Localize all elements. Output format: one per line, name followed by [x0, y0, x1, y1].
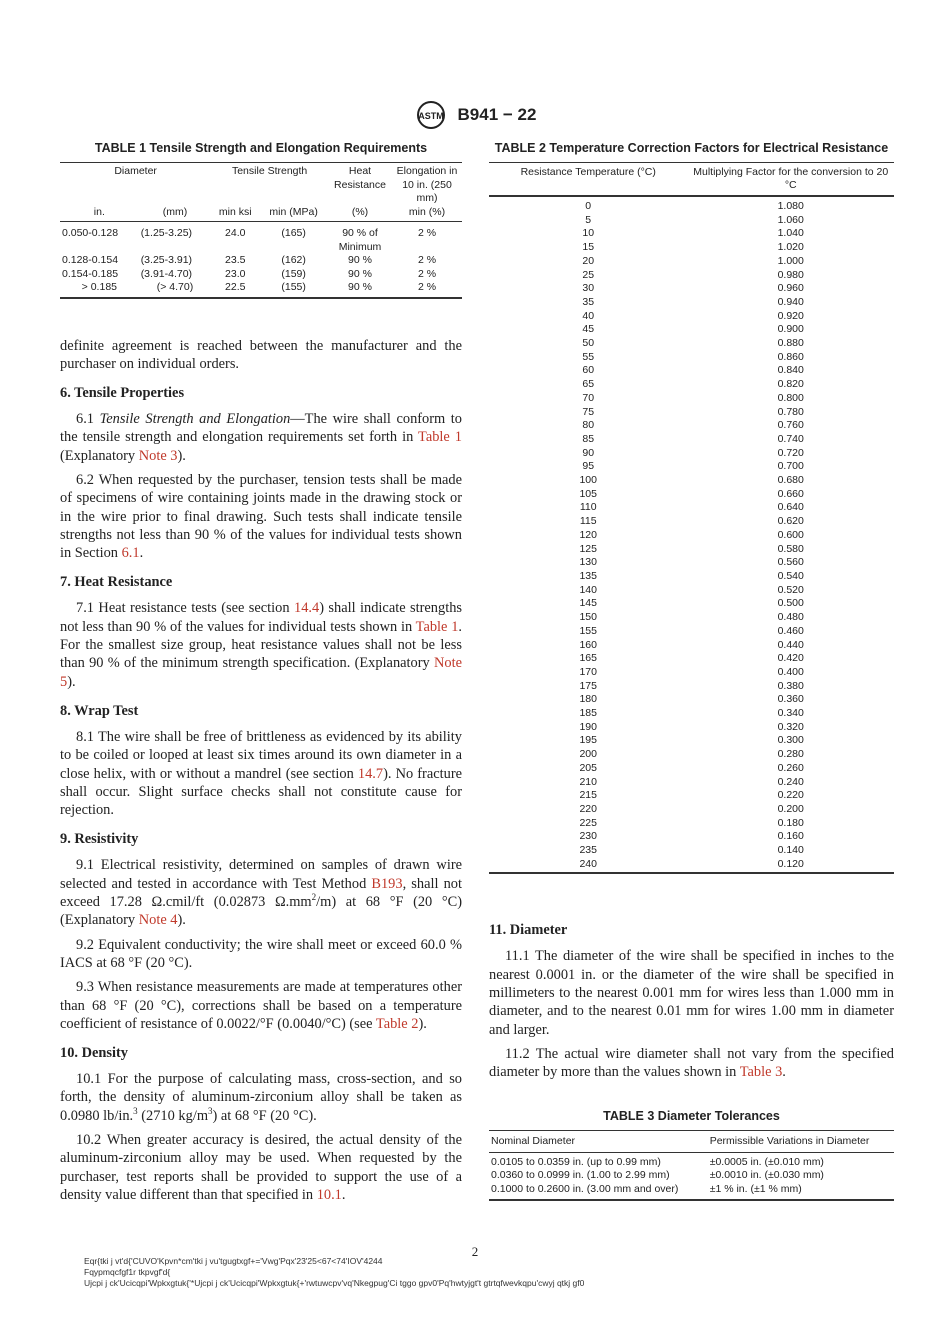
- cell-factor: 0.920: [777, 309, 804, 322]
- table-row: [489, 570, 894, 584]
- table-row: [489, 282, 894, 296]
- cell-temperature: 90: [582, 446, 595, 459]
- cell-elong: 2 %: [417, 227, 437, 239]
- cell-temperature: 135: [579, 569, 597, 582]
- cell-factor: 0.960: [777, 282, 804, 295]
- section-heading-7: 7. Heat Resistance: [60, 574, 173, 591]
- cell-temperature: 205: [579, 761, 597, 774]
- cell-factor: 0.480: [777, 611, 804, 624]
- paragraph-8-1: 8.1 The wire shall be free of brittleness as evidenced by its ability to be coiled or looped at least six times around its own diameter in a close helix, with or without a mandrel (see section 14.7). No fracture shall occur. Slight surface checks shall not constitute cause for rejection.: [60, 728, 462, 819]
- table-row: [489, 337, 894, 351]
- footer-line: Eqr{tki j vt'd{'CUVO'Kpvn*cm'tki j vu'tgugtxgf+='Vwg'Pqx'23'25<67<74'IOV'4244: [84, 1256, 383, 1266]
- cell-temperature: 115: [579, 515, 597, 528]
- table-row: [489, 666, 894, 680]
- table1-subheader-pct: (%): [328, 206, 392, 222]
- cell-temperature: 70: [582, 391, 595, 404]
- table1-subheader-minpct: min (%): [392, 206, 462, 222]
- license-footer: [84, 1256, 584, 1289]
- cell-variation: ±0.0010 in. (±0.030 mm): [709, 1169, 824, 1182]
- section-heading-8: 8. Wrap Test: [60, 702, 139, 719]
- table-row: [489, 625, 894, 639]
- table-row: [489, 817, 894, 831]
- cell-temperature: 50: [582, 337, 595, 350]
- cell-temperature: 235: [579, 844, 597, 857]
- table-row: [489, 597, 894, 611]
- footer-line: Fqypmqcfgf1r tkpvgf'd{: [84, 1267, 171, 1277]
- cell-temperature: 125: [579, 542, 597, 555]
- cell-temperature: 185: [579, 707, 597, 720]
- table-row: [489, 1152, 894, 1169]
- cell-temperature: 130: [579, 556, 597, 569]
- cell-variation: ±0.0005 in. (±0.010 mm): [709, 1155, 824, 1168]
- cell-factor: 0.320: [777, 720, 804, 733]
- table-row: [489, 269, 894, 283]
- cell-ksi: 23.0: [225, 267, 246, 280]
- cell-factor: 1.020: [777, 241, 804, 254]
- cell-temperature: 180: [579, 693, 597, 706]
- table3-title: TABLE 3 Diameter Tolerances: [603, 1108, 780, 1123]
- page-header: [0, 100, 950, 130]
- cell-mm: (3.91-4.70): [140, 267, 193, 280]
- table-row: [489, 652, 894, 666]
- cell-heat: 90 %: [328, 281, 392, 298]
- cell-factor: 0.500: [777, 597, 804, 610]
- cell-factor: 0.360: [777, 693, 804, 706]
- svg-text:ASTM: ASTM: [417, 111, 444, 121]
- left-column: [60, 140, 462, 1210]
- cell-factor: 1.040: [777, 227, 804, 240]
- cell-in: 0.154-0.185: [62, 267, 119, 280]
- cell-factor: 0.900: [777, 323, 804, 336]
- table-row: [489, 639, 894, 653]
- cell-temperature: 165: [579, 652, 597, 665]
- cell-temperature: 110: [579, 501, 597, 514]
- table2: [489, 162, 894, 874]
- cell-temperature: 80: [582, 419, 595, 432]
- cell-temperature: 200: [579, 748, 597, 761]
- table-row: [489, 378, 894, 392]
- cell-temperature: 140: [579, 583, 597, 596]
- table-row: [489, 351, 894, 365]
- cell-temperature: 230: [579, 830, 597, 843]
- link-note-4[interactable]: Note 4: [138, 912, 178, 929]
- table2-title: TABLE 2 Temperature Correction Factors for Electrical Resistance: [494, 141, 889, 155]
- table-row: [489, 707, 894, 721]
- link-note-3[interactable]: Note 3: [138, 447, 178, 464]
- cell-ksi: 24.0: [225, 227, 246, 239]
- cell-factor: 0.700: [777, 460, 804, 473]
- cell-in: 0.128-0.154: [62, 254, 119, 266]
- link-table-1[interactable]: Table 1: [415, 618, 459, 635]
- cell-factor: 0.580: [777, 542, 804, 555]
- table1-subheader-ksi: min ksi: [211, 206, 259, 222]
- table2-header-temperature: Resistance Temperature (°C): [489, 163, 687, 197]
- cell-factor: 0.720: [777, 446, 804, 459]
- table-row: [489, 474, 894, 488]
- table3-header-nominal: Nominal Diameter: [489, 1130, 708, 1152]
- cell-factor: 0.840: [777, 364, 804, 377]
- table-row: [489, 310, 894, 324]
- table-row: [489, 1183, 894, 1201]
- table-row: [60, 268, 462, 282]
- cell-factor: 0.520: [777, 583, 804, 596]
- cell-heat: 90 % of Minimum: [338, 227, 382, 253]
- cell-temperature: 155: [579, 624, 597, 637]
- cell-in: > 0.185: [60, 281, 139, 298]
- table-row: [489, 734, 894, 748]
- table-row: [489, 214, 894, 228]
- cell-nominal: 0.1000 to 0.2600 in. (3.00 mm and over): [489, 1183, 708, 1201]
- link-table-2[interactable]: Table 2: [375, 1015, 419, 1032]
- cell-factor: 1.000: [777, 254, 804, 267]
- table-row: [489, 241, 894, 255]
- table-row: [489, 584, 894, 598]
- table-row: [489, 529, 894, 543]
- table-row: [489, 776, 894, 790]
- paragraph-10-2: 10.2 When greater accuracy is desired, the actual density of the aluminum-zirconium alloy may be used. When requested by the purchaser, test reports shall be provided to support the use of a density value different than that specified in 10.1.: [60, 1132, 462, 1203]
- table1: [60, 162, 462, 299]
- table-row: [489, 296, 894, 310]
- table1-subheader-mm: (mm): [139, 206, 212, 222]
- cell-factor: 0.620: [777, 515, 804, 528]
- cell-temperature: 35: [582, 295, 595, 308]
- cell-factor: 0.440: [777, 638, 804, 651]
- cell-mpa: (162): [281, 254, 306, 266]
- cell-factor: 0.820: [777, 378, 804, 391]
- table-row: [489, 255, 894, 269]
- cell-factor: 0.220: [777, 789, 804, 802]
- link-note-5[interactable]: Note 5: [60, 655, 462, 690]
- cell-temperature: 25: [582, 268, 595, 281]
- paragraph-7-1: 7.1 Heat resistance tests (see section 14.4) shall indicate strengths not less than 90 % of the values for individual tests shown in Table 1. For the smallest size group, heat resistance values shall not be less than 90 % of the minimum strength specification. (Explanatory Note 5).: [60, 600, 462, 690]
- table-row: [489, 323, 894, 337]
- cell-factor: 0.660: [777, 487, 804, 500]
- link-table-1[interactable]: Table 1: [418, 429, 462, 446]
- cell-factor: 1.080: [777, 200, 804, 212]
- paragraph-9-2: 9.2 Equivalent conductivity; the wire shall meet or exceed 60.0 % IACS at 68 °F (20 °C).: [60, 936, 462, 971]
- cell-factor: 0.420: [777, 652, 804, 665]
- cell-temperature: 45: [582, 323, 595, 336]
- cell-mm: (> 4.70): [139, 281, 212, 298]
- cell-factor: 0.460: [777, 624, 804, 637]
- cell-factor: 0.340: [777, 707, 804, 720]
- link-section-6-1[interactable]: 6.1: [121, 545, 140, 562]
- cell-factor: 0.940: [777, 295, 804, 308]
- cell-factor: 0.680: [777, 474, 804, 487]
- cell-temperature: 0: [585, 200, 592, 212]
- table1-header-diameter: Diameter: [60, 163, 211, 206]
- cell-factor: 0.760: [777, 419, 804, 432]
- cell-factor: 0.540: [777, 569, 804, 582]
- cell-factor: 0.160: [777, 830, 804, 843]
- cell-temperature: 145: [579, 597, 597, 610]
- paragraph-6-2: 6.2 When requested by the purchaser, tension tests shall be made of specimens of wire containing joints made in the drawing stock or in the wire prior to final drawing. Such tests shall indicate tensile strengths not less than 90 % of the values for individual tests shown in Section 6.1.: [60, 471, 462, 562]
- cell-temperature: 105: [579, 487, 597, 500]
- cell-factor: 0.400: [777, 665, 804, 678]
- section-heading-10: 10. Density: [60, 1045, 128, 1062]
- cell-temperature: 60: [582, 364, 595, 377]
- link-b193[interactable]: B193: [371, 875, 403, 892]
- cell-temperature: 195: [579, 734, 597, 747]
- table-row: [489, 196, 894, 214]
- table3: [489, 1130, 894, 1202]
- cell-temperature: 100: [579, 474, 597, 487]
- table1-subheader-in: in.: [60, 206, 139, 222]
- cell-temperature: 85: [582, 432, 595, 445]
- cell-elong: 2 %: [417, 254, 437, 266]
- cell-elong: 2 %: [392, 281, 462, 298]
- cell-factor: 0.860: [777, 350, 804, 363]
- table2-header-factor: Multiplying Factor for the conversion to 20 °C: [687, 163, 894, 197]
- cell-factor: 0.280: [777, 748, 804, 761]
- table-row: [489, 748, 894, 762]
- paragraph-6-1: 6.1 Tensile Strength and Elongation—The wire shall conform to the tensile strength and elongation requirements set forth in Table 1 (Explanatory Note 3).: [60, 411, 462, 464]
- table1-header-elongation: Elongation in 10 in. (250 mm): [392, 163, 462, 206]
- cell-temperature: 120: [579, 528, 597, 541]
- cell-factor: 0.980: [777, 268, 804, 281]
- right-column: [489, 140, 894, 1201]
- paragraph-9-3: 9.3 When resistance measurements are made at temperatures other than 68 °F (20 °C), corrections shall be based on a temperature coefficient of resistance of 0.0022/°F (0.0040/°C) (see Table 2).: [60, 979, 462, 1032]
- cell-heat: 90 %: [348, 267, 372, 280]
- table-row: [489, 488, 894, 502]
- cell-temperature: 95: [582, 460, 595, 473]
- table-row: [489, 447, 894, 461]
- table-row: [60, 254, 462, 268]
- table1-header-tensile: Tensile Strength: [211, 163, 328, 206]
- section-heading-11: 11. Diameter: [489, 922, 568, 939]
- table-row: [489, 433, 894, 447]
- cell-temperature: 240: [489, 858, 687, 874]
- link-table-3[interactable]: Table 3: [739, 1064, 783, 1081]
- cell-factor: 0.200: [777, 802, 804, 815]
- cell-temperature: 190: [579, 720, 597, 733]
- section-heading-9: 9. Resistivity: [60, 831, 139, 848]
- cell-temperature: 65: [582, 378, 595, 391]
- cell-factor: 0.800: [777, 391, 804, 404]
- link-section-14-7[interactable]: 14.7: [357, 765, 384, 782]
- table-row: [489, 419, 894, 433]
- table3-header-variation: Permissible Variations in Diameter: [708, 1130, 894, 1152]
- table-row: [489, 364, 894, 378]
- cell-factor: 0.640: [777, 501, 804, 514]
- cell-ksi: 22.5: [211, 281, 259, 298]
- paragraph-continuation: definite agreement is reached between the manufacturer and the purchaser on individual orders.: [60, 337, 462, 372]
- cell-factor: 0.780: [777, 405, 804, 418]
- cell-temperature: 15: [582, 241, 595, 254]
- paragraph-11-2: 11.2 The actual wire diameter shall not vary from the specified diameter by more than the values shown in Table 3.: [489, 1045, 894, 1081]
- cell-factor: 0.240: [777, 775, 804, 788]
- table-row: [489, 721, 894, 735]
- cell-mpa: (155): [259, 281, 328, 298]
- paragraph-9-1: 9.1 Electrical resistivity, determined on samples of drawn wire selected and tested in accordance with Test Method B193, shall not exceed 17.28 Ω.cmil/ft (0.02873 $\Omega.mm^2/m$) at 68 °F (20 °C) (Explanatory Note 4).: [60, 857, 463, 929]
- cell-variation: ±1 % in. (±1 % mm): [708, 1183, 894, 1201]
- cell-temperature: 225: [579, 816, 597, 829]
- page-number: 2: [471, 1244, 479, 1259]
- cell-nominal: 0.0105 to 0.0359 in. (up to 0.99 mm): [491, 1155, 661, 1168]
- table-row: [489, 680, 894, 694]
- cell-nominal: 0.0360 to 0.0999 in. (1.00 to 2.99 mm): [491, 1169, 670, 1182]
- cell-temperature: 30: [582, 282, 595, 295]
- table-row: [489, 1169, 894, 1183]
- cell-factor: 0.880: [777, 337, 804, 350]
- table-row: [60, 222, 462, 255]
- cell-temperature: 150: [579, 611, 597, 624]
- cell-temperature: 40: [582, 309, 595, 322]
- table-row: [489, 406, 894, 420]
- cell-factor: 0.180: [777, 816, 804, 829]
- table-row: [60, 281, 462, 298]
- table-row: [489, 789, 894, 803]
- cell-in: 0.050-0.128: [62, 227, 119, 239]
- table-row: [489, 392, 894, 406]
- cell-temperature: 160: [579, 638, 597, 651]
- table-row: [489, 844, 894, 858]
- table-row: [489, 693, 894, 707]
- table-row: [489, 460, 894, 474]
- link-section-14-4[interactable]: 14.4: [294, 600, 320, 617]
- table1-title: TABLE 1 Tensile Strength and Elongation Requirements: [94, 141, 428, 155]
- cell-temperature: 5: [585, 213, 592, 226]
- cell-factor: 0.120: [687, 858, 894, 874]
- table-row: [489, 556, 894, 570]
- cell-factor: 0.140: [777, 844, 804, 857]
- table2-body: [489, 196, 894, 873]
- cell-mm: (3.25-3.91): [140, 254, 193, 266]
- section-heading-6: 6. Tensile Properties: [60, 385, 185, 402]
- table-row: [489, 501, 894, 515]
- cell-temperature: 55: [582, 350, 595, 363]
- cell-elong: 2 %: [417, 267, 437, 280]
- cell-heat: 90 %: [348, 254, 372, 266]
- cell-temperature: 215: [579, 789, 597, 802]
- cell-factor: 0.600: [777, 528, 804, 541]
- footer-line: Ujcpi j ck'Ucicqpi'Wpkxgtuk{'*Ujcpi j ck'Ucicqpi'Wpkxgtuk{+'rwtuwcpv'vq'Nkegpug'Ci tggo gpv0'Pq'hwtyjgt't gtrtqfwevkqpu'cwyj qtkj gf0: [84, 1278, 585, 1288]
- cell-temperature: 220: [579, 802, 597, 815]
- table-row: [489, 803, 894, 817]
- cell-temperature: 170: [579, 665, 597, 678]
- table-row: [489, 830, 894, 844]
- cell-ksi: 23.5: [225, 254, 246, 266]
- cell-factor: 0.740: [777, 432, 804, 445]
- table-row: [489, 611, 894, 625]
- cell-factor: 0.560: [777, 556, 804, 569]
- link-section-10-1[interactable]: 10.1: [316, 1186, 342, 1203]
- table-row: [489, 515, 894, 529]
- cell-mpa: (165): [281, 227, 306, 239]
- paragraph-10-1: 10.1 For the purpose of calculating mass, cross-section, and so forth, the density of aluminum-zirconium alloy shall be taken as 0.0980 lb/in.$^3$ (2710 $kg/m^3$) at 68 °F (20 °C).: [60, 1071, 462, 1124]
- cell-temperature: 210: [579, 775, 597, 788]
- table1-header-heat: Heat Resistance: [328, 163, 392, 206]
- cell-mm: (1.25-3.25): [140, 227, 193, 239]
- table-row: [489, 227, 894, 241]
- paragraph-11-1: 11.1 The diameter of the wire shall be specified in inches to the nearest 0.0001 in. or the diameter of the wire shall be specified in millimeters to the nearest 0.001 mm for wires less than 1.000 mm in diameter, and to the nearest 0.01 mm for wires 1.00 mm in diameter and larger.: [489, 948, 894, 1038]
- table1-subheader-mpa: min (MPa): [259, 206, 328, 222]
- cell-temperature: 10: [582, 227, 595, 240]
- table-row: [489, 543, 894, 557]
- cell-factor: 0.300: [777, 734, 804, 747]
- table-row: [489, 858, 894, 874]
- astm-logo-icon: [414, 100, 448, 130]
- cell-factor: 0.380: [777, 679, 804, 692]
- standard-designation: B941 − 22: [457, 105, 537, 124]
- cell-mpa: (159): [281, 267, 306, 280]
- table-row: [489, 762, 894, 776]
- cell-temperature: 75: [582, 405, 595, 418]
- cell-temperature: 175: [579, 679, 597, 692]
- cell-factor: 1.060: [777, 213, 804, 226]
- cell-factor: 0.260: [777, 761, 804, 774]
- cell-temperature: 20: [582, 254, 595, 267]
